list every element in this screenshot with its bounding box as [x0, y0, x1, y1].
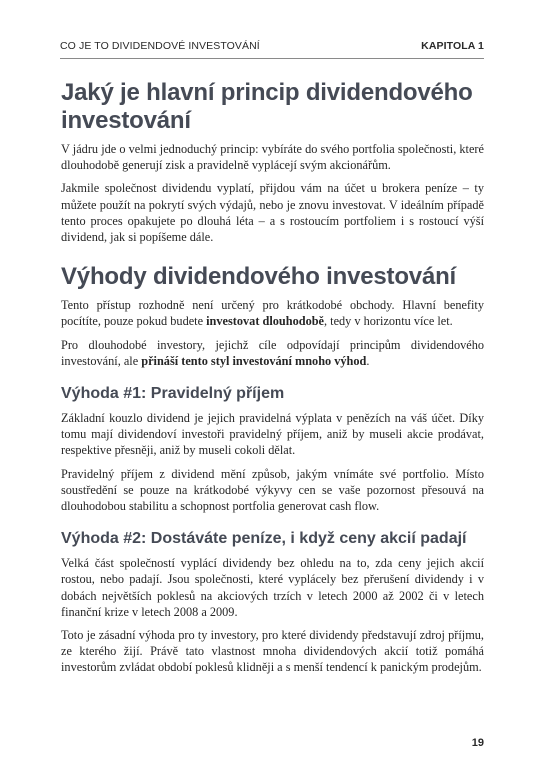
text-run: , tedy v horizontu více let. [324, 314, 453, 329]
text-run: Pro dlouhodobé investory, jejichž cíle odpovídají principům dividendového investování, ale [61, 337, 484, 368]
page-content [61, 79, 484, 683]
page-number: 19 [471, 737, 484, 749]
text-run: . [366, 353, 370, 368]
bold-text: investovat dlouhodobě [206, 314, 325, 329]
paragraph [61, 337, 484, 369]
running-header-section: CO JE TO DIVIDENDOVÉ INVESTOVÁNÍ [60, 40, 260, 52]
header-divider [60, 58, 484, 59]
paragraph [61, 297, 484, 329]
section-heading-advantages: Výhody dividendového investování [61, 263, 457, 291]
paragraph: Toto je zásadní výhoda pro ty investory, pro které dividendy představují zdroj příjmu, ze kterého žijí. Právě tato vlastnost mnoha dividendových akcií totiž pomáhá investorům zvládat období poklesů klidněji a s menší tendencí k panickým prodejům. [61, 628, 484, 675]
paragraph: Velká část společností vyplácí dividendy bez ohledu na to, zda ceny jejich akcií rostou, nebo padají. Jsou společnosti, které vyplácely bez přerušení dividendy i v dobách největších poklesů na akciových trzích v letech 2000 až 2002 či v letech finanční krize v letech 2008 a 2009. [61, 556, 484, 619]
paragraph: V jádru jde o velmi jednoduchý princip: vybíráte do svého portfolia společnosti, které dlouhodobě generují zisk a pravidelně vyplácejí svým akcionářům. [61, 142, 484, 173]
section-heading-principle: Jaký je hlavní princip dividendového investování [61, 79, 473, 134]
text-run: Tento přístup rozhodně není určený pro krátkodobé obchody. Hlavní benefity pocítíte, pouze pokud budete [61, 298, 484, 329]
subheading-advantage-2: Výhoda #2: Dostáváte peníze, i když ceny akcií padají [61, 530, 467, 548]
paragraph: Základní kouzlo dividend je jejich pravidelná výplata v penězích na váš účet. Díky tomu mají dividendoví investoři pravidelný příjem, aniž by museli akcie prodávat, respektive přesněji, aniž by museli cokoli dělat. [61, 411, 484, 458]
paragraph: Pravidelný příjem z dividend mění způsob, jakým vnímáte své portfolio. Místo soustředění se pouze na krátkodobé výkyvy cen se vaše pozornost přesouvá na dlouhodobou stabilitu a schopnost portfolia generovat cash flow. [61, 466, 484, 514]
subheading-advantage-1: Výhoda #1: Pravidelný příjem [61, 385, 285, 403]
running-header-chapter: KAPITOLA 1 [421, 40, 484, 52]
bold-text: přináší tento styl investování mnoho výhod [141, 353, 367, 368]
running-header [60, 40, 484, 52]
paragraph: Jakmile společnost dividendu vyplatí, přijdou vám na účet u brokera peníze – ty můžete použít na pokrytí svých výdajů, nebo je znovu investovat. V ideálním případě tento proces opakujete po dlouhá léta – a s rostoucím portfoliem i s rostoucí výší dividend, jak si popíšeme dále. [61, 181, 484, 245]
